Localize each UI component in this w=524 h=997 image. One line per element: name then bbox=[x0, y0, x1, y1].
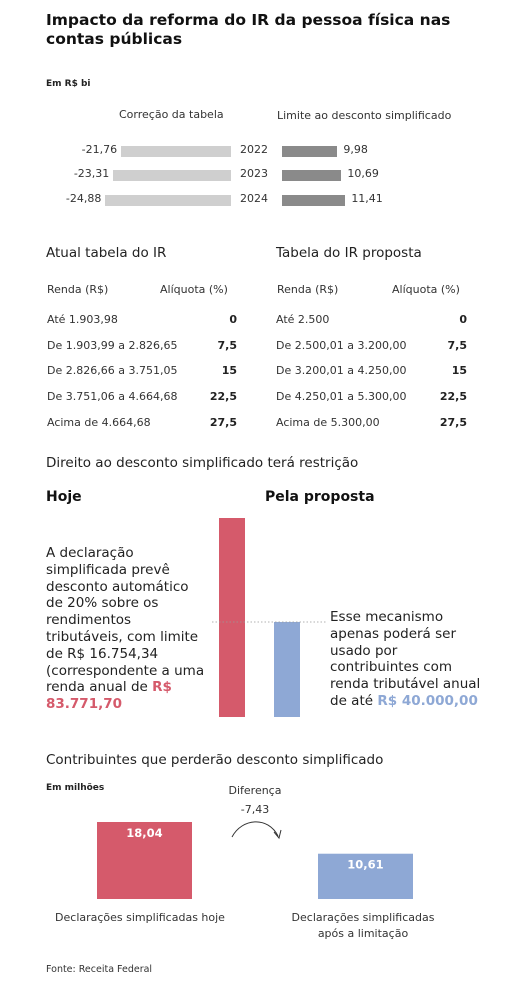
restriction-title: Direito ao desconto simplificado terá restrição bbox=[46, 455, 359, 471]
current-row-renda: Acima de 4.664,68 bbox=[47, 416, 151, 429]
bar-value-label: 10,61 bbox=[347, 857, 384, 872]
chart1-unit: Em R$ bi bbox=[46, 79, 91, 89]
proposed-col-aliquota: Alíquota (%) bbox=[392, 283, 460, 296]
proposed-row-aliquota: 0 bbox=[459, 313, 467, 326]
value-label-correcao: -23,31 bbox=[73, 167, 110, 180]
page-title: Impacto da reforma do IR da pessoa física nas contas públicas bbox=[46, 11, 451, 48]
chart1-left-header: Correção da tabela bbox=[119, 108, 224, 121]
year-label: 2024 bbox=[240, 192, 268, 205]
year-label: 2023 bbox=[240, 167, 268, 180]
bar-value-label: 18,04 bbox=[126, 826, 163, 840]
proposal-text: Esse mecanismo apenas poderá ser usado por contribuintes com renda tributável anual de até bbox=[330, 609, 481, 709]
current-row-renda: De 1.903,99 a 2.826,65 bbox=[47, 339, 178, 352]
current-row-aliquota: 0 bbox=[229, 313, 237, 326]
value-label-correcao: -24,88 bbox=[65, 192, 102, 205]
current-row-renda: Até 1.903,98 bbox=[47, 313, 118, 326]
contributors-title: Contribuintes que perderão desconto simplificado bbox=[46, 752, 384, 768]
year-label: 2022 bbox=[240, 143, 268, 156]
source-note: Fonte: Receita Federal bbox=[46, 964, 153, 975]
today-caption: Declarações simplificadas hoje bbox=[55, 911, 225, 924]
proposal-heading: Pela proposta bbox=[265, 489, 375, 505]
current-col-renda: Renda (R$) bbox=[47, 283, 109, 296]
value-label-correcao: -21,76 bbox=[81, 143, 118, 156]
today-highlight-value: R$ 83.771,70 bbox=[46, 679, 172, 713]
current-row-renda: De 3.751,06 a 4.664,68 bbox=[47, 390, 178, 403]
proposed-row-aliquota: 7,5 bbox=[447, 339, 467, 352]
value-label-limite: 10,69 bbox=[347, 167, 379, 180]
contributors-unit: Em milhões bbox=[46, 783, 105, 793]
today-text: A declaração simplificada prevê desconto automático de 20% sobre os rendimentos tributáveis, com limite de R$ 16.754,34 (correspondente a uma renda anual de bbox=[46, 545, 205, 696]
value-label-limite: 9,98 bbox=[343, 143, 368, 156]
proposed-row-aliquota: 22,5 bbox=[439, 390, 467, 403]
chart1-right-header: Limite ao desconto simplificado bbox=[277, 109, 452, 122]
value-label-limite: 11,41 bbox=[351, 192, 383, 205]
proposed-col-renda: Renda (R$) bbox=[277, 283, 339, 296]
proposed-row-renda: De 2.500,01 a 3.200,00 bbox=[276, 339, 407, 352]
current-row-aliquota: 7,5 bbox=[217, 339, 237, 352]
current-row-renda: De 2.826,66 a 3.751,05 bbox=[47, 364, 178, 377]
proposed-row-renda: Até 2.500 bbox=[276, 313, 330, 326]
proposed-row-renda: De 3.200,01 a 4.250,00 bbox=[276, 364, 407, 377]
current-row-aliquota: 27,5 bbox=[209, 416, 237, 429]
proposed-row-aliquota: 27,5 bbox=[439, 416, 467, 429]
proposed-row-renda: Acima de 5.300,00 bbox=[276, 416, 380, 429]
after-caption: Declarações simplificadas após a limitação bbox=[291, 911, 435, 940]
current-row-aliquota: 15 bbox=[221, 364, 237, 377]
difference-value: -7,43 bbox=[240, 803, 270, 816]
current-row-aliquota: 22,5 bbox=[209, 390, 237, 403]
proposed-table-title: Tabela do IR proposta bbox=[276, 245, 422, 261]
difference-arrow-icon bbox=[232, 822, 278, 837]
proposal-highlight-value: R$ 40.000,00 bbox=[377, 692, 478, 709]
difference-label: Diferença bbox=[228, 784, 282, 797]
proposed-row-aliquota: 15 bbox=[451, 364, 467, 377]
today-heading: Hoje bbox=[46, 489, 82, 505]
proposed-row-renda: De 4.250,01 a 5.300,00 bbox=[276, 390, 407, 403]
current-col-aliquota: Alíquota (%) bbox=[160, 283, 228, 296]
current-table-title: Atual tabela do IR bbox=[46, 245, 167, 261]
